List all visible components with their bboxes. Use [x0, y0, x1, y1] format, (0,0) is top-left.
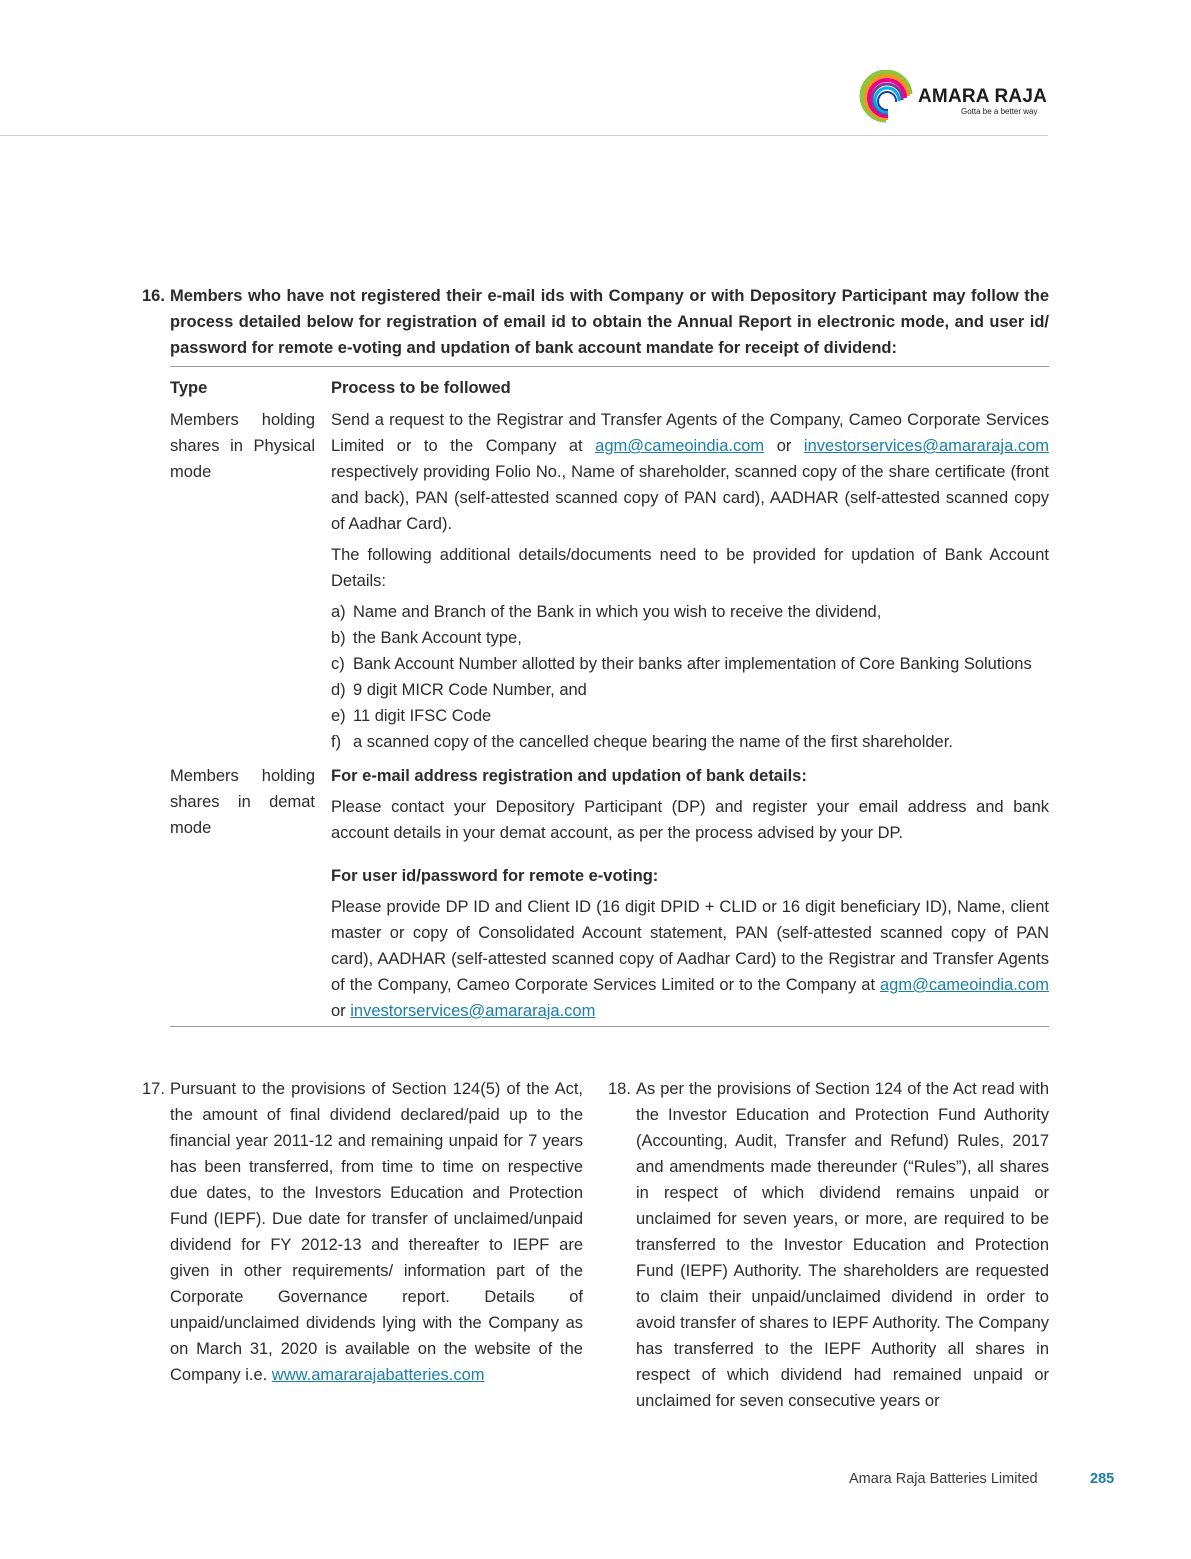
list-item-text: Bank Account Number allotted by their banks after implementation of Core Banking Solutions: [353, 655, 1032, 673]
item-18-text: As per the provisions of Section 124 of the Act read with the Investor Education and Protection Fund Authority (Accounting, Audit, Transfer and Refund) Rules, 2017 and amendments made thereunder (“Rules”), all shares in respect of which dividend remains unpaid or unclaimed for seven years, or more, are required to be transferred to the Investor Education and Protection Fund (IEPF) Authority. The shareholders are requested to claim their unpaid/unclaimed dividend in order to avoid transfer of shares to IEPF Authority. The Company has transferred to the IEPF Authority all shares in respect of which dividend had remained unpaid or unclaimed for seven consecutive years or: [636, 1080, 1049, 1410]
email-link-investorservices[interactable]: investorservices@amararaja.com: [350, 1002, 596, 1020]
item-18: [608, 1076, 1049, 1414]
list-item-text: 11 digit IFSC Code: [353, 707, 492, 725]
item-number: 18.: [608, 1080, 631, 1098]
item-16-text: Members who have not registered their e-mail ids with Company or with Depository Participant may follow the process detailed below for registration of email id to obtain the Annual Report in electronic mode, and user id/ password for remote e-voting and updation of bank account mandate for receipt of dividend:: [170, 287, 1049, 357]
para-text: Send a request to the Registrar and Transfer Agents of the Company, Cameo Corporate Services Limited or to the Company at: [331, 411, 1049, 455]
bank-details-list: [331, 599, 1049, 755]
table-header-row: [170, 367, 1049, 405]
physical-bank-details-paragraph: The following additional details/documents need to be provided for updation of Bank Account Details:: [331, 546, 1049, 590]
email-link-investorservices[interactable]: investorservices@amararaja.com: [803, 437, 1049, 455]
list-item-label: f): [331, 733, 342, 751]
list-item: [331, 599, 1049, 625]
list-item: [331, 677, 1049, 703]
company-logo: [858, 70, 1058, 126]
list-item: [331, 651, 1049, 677]
website-link[interactable]: www.amararajabatteries.com: [271, 1366, 485, 1384]
type-demat: Members holding shares in demat mode: [170, 767, 315, 837]
para-text: or: [764, 437, 804, 455]
header-type: Type: [170, 379, 208, 397]
list-item-label: c): [331, 655, 345, 673]
logo-tagline: Gotta be a better way: [961, 107, 1038, 116]
registration-process-table: [170, 366, 1049, 1027]
list-item-label: b): [331, 629, 346, 647]
para-text: Pursuant to the provisions of Section 124(5) of the Act, the amount of final dividend declared/paid up to the financial year 2011-12 and remaining unpaid for 7 years has been transferred, from time to time on respective due dates, to the Investors Education and Protection Fund (IEPF). Due date for transfer of unclaimed/unpaid dividend for FY 2012-13 and thereafter to IEPF are given in other requirements/ information part of the Corporate Governance report. Details of unpaid/unclaimed dividends lying with the Company as on March 31, 2020 is available on the website of the Company i.e.: [170, 1080, 583, 1384]
logo-wordmark: AMARA RAJA: [918, 86, 1048, 107]
item-number: 16.: [142, 287, 165, 305]
para-text: respectively providing Folio No., Name of shareholder, scanned copy of the share certificate (front and back), PAN (self-attested scanned copy of PAN card), AADHAR (self-attested scanned copy of Aadhar Card).: [331, 463, 1049, 533]
type-physical: Members holding shares in Physical mode: [170, 411, 315, 481]
list-item-label: a): [331, 603, 346, 621]
list-item-text: Name and Branch of the Bank in which you wish to receive the dividend,: [353, 603, 882, 621]
footer-company-name: Amara Raja Batteries Limited: [849, 1471, 1038, 1487]
list-item-text: the Bank Account type,: [353, 629, 522, 647]
physical-request-paragraph: [331, 407, 1049, 537]
list-item: [331, 729, 1049, 755]
item-17-text: [170, 1076, 583, 1388]
demat-heading-evoting: For user id/password for remote e-voting:: [331, 867, 659, 885]
item-17: [142, 1076, 583, 1388]
list-item-text: a scanned copy of the cancelled cheque bearing the name of the first shareholder.: [353, 733, 953, 751]
demat-heading-email: For e-mail address registration and updation of bank details:: [331, 767, 807, 785]
email-link-cameo[interactable]: agm@cameoindia.com: [595, 437, 765, 455]
para-text: or: [331, 1002, 351, 1020]
process-demat: [331, 763, 1049, 1024]
header-process: Process to be followed: [331, 379, 511, 397]
list-item-label: d): [331, 681, 346, 699]
demat-evoting-paragraph: [331, 894, 1049, 1024]
para-text: Please provide DP ID and Client ID (16 digit DPID + CLID or 16 digit beneficiary ID), Name, client master or copy of Consolidated Account statement, PAN (self-attested scanned copy of PAN card), AADHAR (self-attested scanned copy of Aadhar Card) to the Registrar and Transfer Agents of the Company, Cameo Corporate Services Limited or to the Company at: [331, 898, 1049, 994]
page-number: 285: [1090, 1471, 1115, 1487]
email-link-cameo[interactable]: agm@cameoindia.com: [880, 976, 1049, 994]
process-physical: [331, 407, 1049, 755]
list-item-label: e): [331, 707, 346, 725]
list-item-text: 9 digit MICR Code Number, and: [353, 681, 587, 699]
demat-email-paragraph: Please contact your Depository Participant (DP) and register your email address and bank account details in your demat account, as per the process advised by your DP.: [331, 798, 1049, 842]
table-row-demat: [170, 755, 1049, 1024]
item-number: 17.: [142, 1080, 165, 1098]
header-divider: [0, 135, 1048, 136]
table-row-physical: [170, 405, 1049, 755]
logo-swirl-icon: [858, 70, 918, 126]
list-item: [331, 625, 1049, 651]
table-bottom-rule: [170, 1026, 1049, 1027]
item-16: [142, 283, 1049, 361]
list-item: [331, 703, 1049, 729]
